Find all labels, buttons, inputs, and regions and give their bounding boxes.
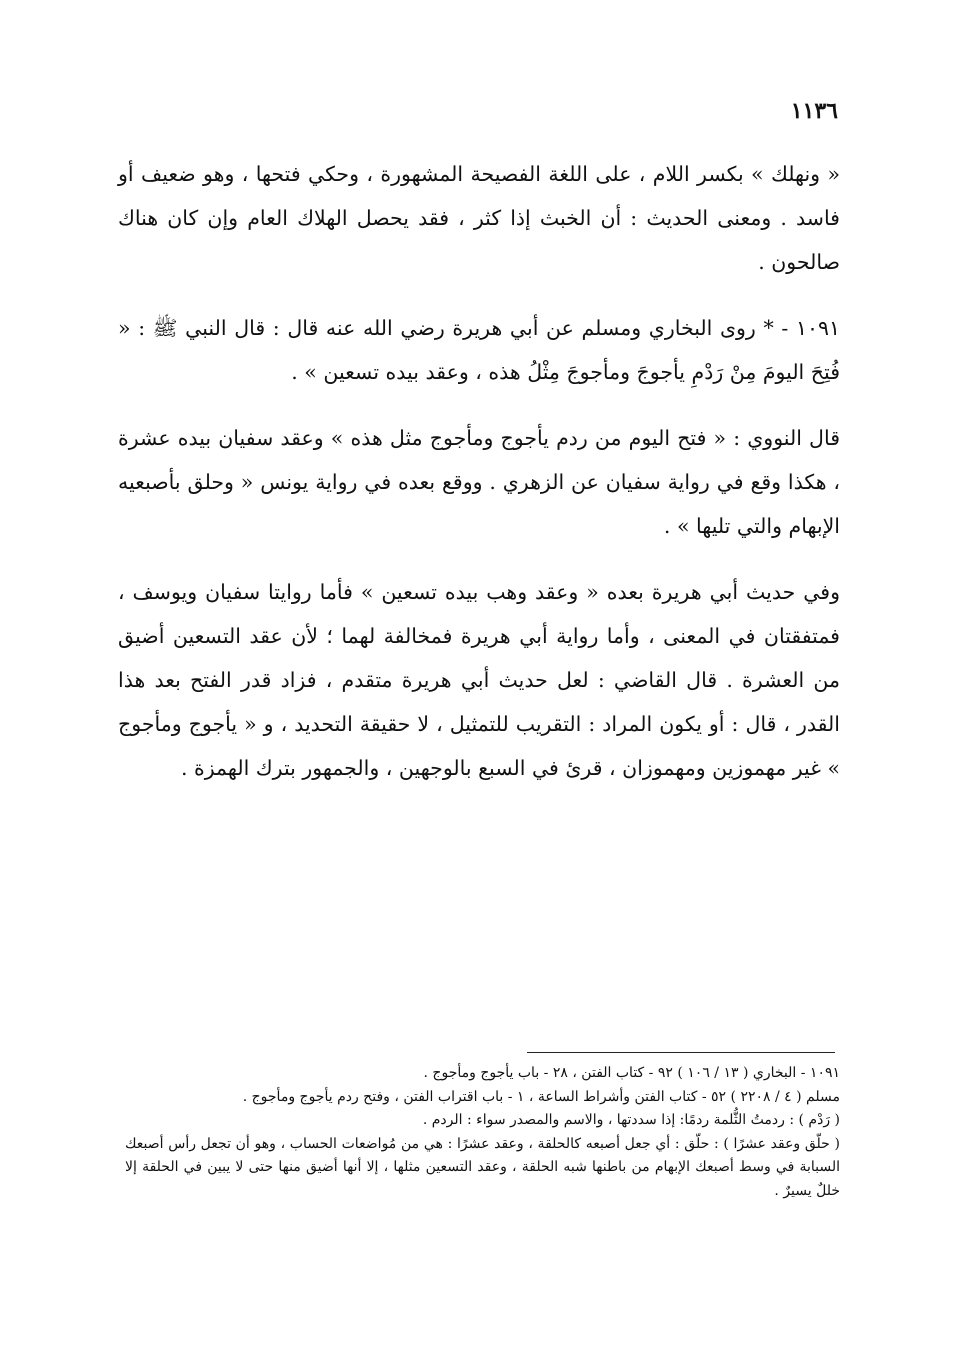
paragraph-hadith-1091: ١٠٩١ - * روى البخاري ومسلم عن أبي هريرة رضي الله عنه قال : قال النبي ﷺ : « فُتِحَ اليومَ مِنْ رَدْمِ يأجوجَ ومأجوجَ مِثْلُ هذه ، وعقد بيده تسعين » . [118, 316, 840, 384]
paragraph-commentary: « ونهلك » بكسر اللام ، على اللغة الفصيحة المشهورة ، وحكي فتحها ، وهو ضعيف أو فاسد . ومعنى الحديث : أن الخبث إذا كثر ، فقد يحصل الهلاك العام وإن كان هناك صالحون . [118, 162, 840, 274]
paragraph-nawawi: قال النووي : « فتح اليوم من ردم يأجوج ومأجوج مثل هذه » وعقد سفيان بيده عشرة ، هكذا وقع في رواية سفيان عن الزهري . ووقع بعده في رواية يونس « وحلق بأصبعيه الإبهام والتي تليها » . [118, 426, 840, 538]
footnote-bukhari: ١٠٩١ - البخاري ( ١٣ / ١٠٦ ) ٩٢ - كتاب الفتن ، ٢٨ - باب يأجوج ومأجوج . [423, 1065, 840, 1081]
paragraph-qadi: وفي حديث أبي هريرة بعده « وعقد وهب بيده تسعين » فأما روايتا سفيان ويوسف ، فمتفقتان في المعنى ، وأما رواية أبي هريرة فمخالفة لهما ؛ لأن عقد التسعين أضيق من العشرة . قال القاضي : لعل حديث أبي هريرة متقدم ، فزاد قدر الفتح بعد هذا القدر ، قال : أو يكون المراد : التقريب للتمثيل ، لا حقيقة التحديد ، و « يأجوج ومأجوج » غير مهموزين ومهموزان ، قرئ في السبع بالوجهين ، والجمهور بترك الهمزة . [118, 580, 840, 780]
main-text [118, 152, 840, 812]
footnote-separator [527, 1052, 835, 1053]
footnote-muslim: مسلم ( ٤ / ٢٢٠٨ ) ٥٢ - كتاب الفتن وأشراط الساعة ، ١ - باب اقتراب الفتن ، وفتح ردم يأجوج ومأجوج . [242, 1088, 840, 1105]
page-number: ١١٣٦ [790, 98, 838, 124]
footnote-radm: ( رَدْم ) : ردمتُ الثُّلمة ردمًا: إذا سددتها ، والاسم والمصدر سواء : الردم . [422, 1112, 840, 1128]
footnotes [125, 1062, 840, 1203]
footnote-halaqa: ( حلّق وعقد عشرًا ) : حلّق : أي جعل أصبعه كالحلقة ، وعقد عشرًا : هي من مُواضعات الحساب ، وهو أن تجعل رأس أصبعك السبابة في وسط أصبعك الإبهام من باطنها شبه الحلقة ، وعقد التسعين مثلها ، إلا أنها أضيق منها حتى لا يبين في الحلقة إلا خللٌ يسيرٌ . [125, 1135, 840, 1199]
